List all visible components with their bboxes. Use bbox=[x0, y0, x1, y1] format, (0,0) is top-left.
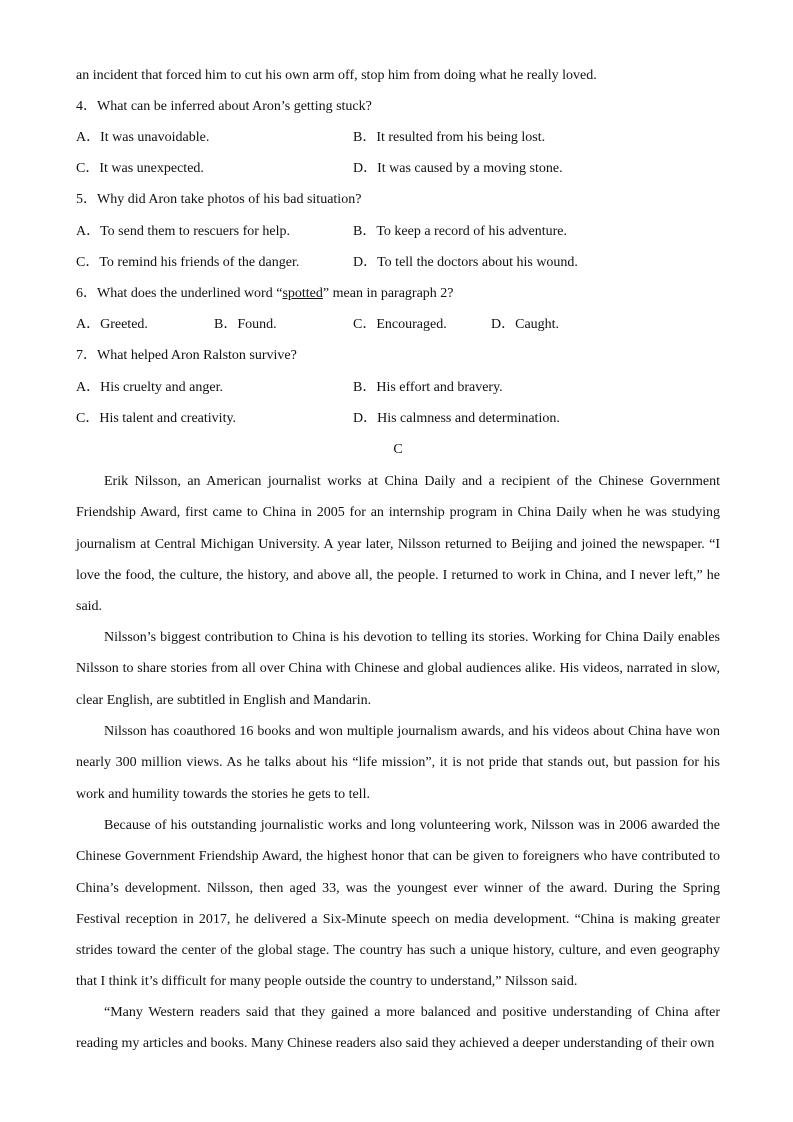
question-6-option-b: B．Found. bbox=[214, 317, 277, 332]
question-7-option-c: C．His talent and creativity. bbox=[76, 411, 237, 426]
question-5-option-a: A．To send them to rescuers for help. bbox=[76, 224, 291, 239]
question-4-option-a: A．It was unavoidable. bbox=[76, 130, 210, 145]
question-4-option-c: C．It was unexpected. bbox=[76, 161, 204, 176]
question-7-option-b: B．His effort and bravery. bbox=[353, 380, 503, 395]
question-5-option-d: D．To tell the doctors about his wound. bbox=[353, 255, 578, 270]
question-6-stem-pre: 6．What does the underlined word “ bbox=[76, 286, 283, 301]
question-7-option-a: A．His cruelty and anger. bbox=[76, 380, 223, 395]
question-6-stem bbox=[76, 284, 454, 304]
question-4-stem: 4．What can be inferred about Aron’s getting stuck? bbox=[76, 99, 372, 114]
passage-paragraph-3: Nilsson has coauthored 16 books and won multiple journalism awards, and his videos about China have won nearly 300 million views. As he talks about his “life mission”, it is not pride that stands out, but passion for his work and humility towards the stories he gets to tell. bbox=[76, 724, 720, 802]
passage-paragraph-4: Because of his outstanding journalistic works and long volunteering work, Nilsson was in 2006 awarded the Chinese Government Friendship Award, the highest honor that can be given to foreigners who have contributed to China’s development. Nilsson, then aged 33, was the youngest ever winner of the award. During the Spring Festival reception in 2017, he delivered a Six-Minute speech on media development. “China is making greater strides toward the center of the global stage. The country has such a unique history, culture, and even geography that I think it’s difficult for many people outside the country to understand,” Nilsson said. bbox=[76, 818, 720, 990]
passage-paragraph-2: Nilsson’s biggest contribution to China is his devotion to telling its stories. Working for China Daily enables Nilsson to share stories from all over China with Chinese and global audiences alike. His videos, narrated in slow, clear English, are subtitled in English and Mandarin. bbox=[76, 630, 720, 708]
question-5-option-b: B．To keep a record of his adventure. bbox=[353, 224, 567, 239]
question-6-stem-post: ” mean in paragraph 2? bbox=[322, 286, 454, 301]
question-5-option-c: C．To remind his friends of the danger. bbox=[76, 255, 300, 270]
question-7-stem: 7．What helped Aron Ralston survive? bbox=[76, 348, 297, 363]
underlined-word: spotted bbox=[282, 286, 323, 301]
question-6-option-c: C．Encouraged. bbox=[353, 317, 447, 332]
question-7-option-d: D．His calmness and determination. bbox=[353, 411, 560, 426]
question-4-option-b: B．It resulted from his being lost. bbox=[353, 130, 546, 145]
section-heading: C bbox=[393, 442, 403, 457]
question-6-option-d: D．Caught. bbox=[491, 317, 560, 332]
question-6-option-a: A．Greeted. bbox=[76, 317, 148, 332]
passage-paragraph-1: Erik Nilsson, an American journalist works at China Daily and a recipient of the Chinese Government Friendship Award, first came to China in 2005 for an internship program in China Daily when he was studying journalism at Central Michigan University. A year later, Nilsson returned to Beijing and joined the newspaper. “I love the food, the culture, the history, and above all, the people. I returned to work in China, and I never left,” he said. bbox=[76, 474, 720, 615]
question-4-option-d: D．It was caused by a moving stone. bbox=[353, 161, 563, 176]
question-5-stem: 5．Why did Aron take photos of his bad situation? bbox=[76, 192, 362, 207]
passage-paragraph-5: “Many Western readers said that they gained a more balanced and positive understanding of China after reading my articles and books. Many Chinese readers also said they achieved a deeper understanding of their own bbox=[76, 1005, 720, 1052]
lead-line: an incident that forced him to cut his own arm off, stop him from doing what he really loved. bbox=[76, 68, 597, 83]
